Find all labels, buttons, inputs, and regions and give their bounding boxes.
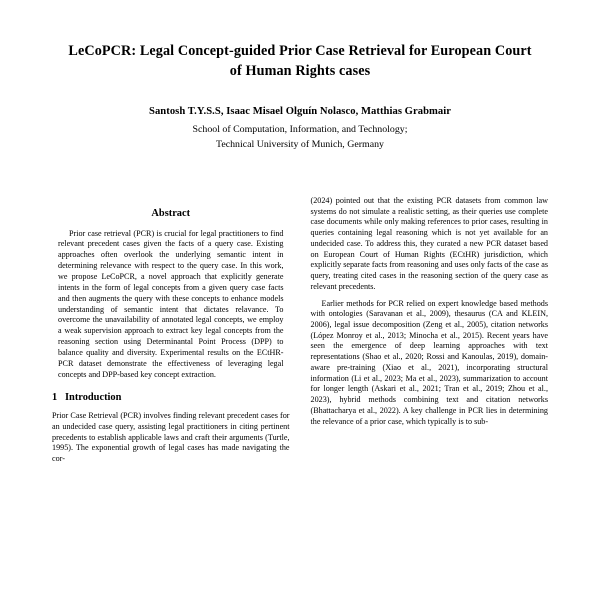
introduction-title: Introduction	[65, 392, 122, 404]
right-paragraph-2: Earlier methods for PCR relied on expert knowledge based methods with ontologies (Saravanan et al., 2009), thesaurus (CA and KLEIN, 2006), legal issue decomposition (Zeng et al., 2005), citation networks (López Monroy et al., 2013; Minocha et al., 2015). Recent years have seen the emergence of deep learning approaches with text representations (Shao et al., 2020; Rossi and Kanoulas, 2019), domain-aware pre-training (Xiao et al., 2021), incorporating structural information (Li et al., 2023; Ma et al., 2023), summarization to account for longer length (Askari et al., 2021; Tran et al., 2019; Zhou et al., 2023), hybrid methods combining text and citation networks (Bhattacharya et al., 2022). A key challenge in PCR lies in determining the relevance of a prior case, which typically is to sub-	[310, 298, 548, 426]
right-column	[311, 196, 549, 465]
page-title: LeCoPCR: Legal Concept-guided Prior Case Retrieval for European Court of Human Rights cases	[68, 43, 532, 79]
affiliation-line-2: Technical University of Munich, Germany	[216, 138, 384, 150]
affiliation	[52, 123, 548, 152]
introduction-number: 1	[52, 392, 58, 404]
abstract-heading: Abstract	[151, 207, 191, 219]
introduction-heading	[52, 391, 290, 405]
author-list: Santosh T.Y.S.S, Isaac Misael Olguín Nolasco, Matthias Grabmair	[149, 106, 451, 118]
body-columns	[52, 196, 548, 465]
abstract-paragraph: Prior case retrieval (PCR) is crucial for legal practitioners to find relevant precedent cases given the facts of a query case. Existing approaches often overlook the underlying semantic intent in determining relevance with respect to the query case. In this work, we propose LeCoPCR, a novel approach that explicitly generate intents in the form of legal concepts from a given query case facts and then augments the query with these concepts to enhance models understanding of semantic intent that dictates relavance. To overcome the unavailability of annotated legal concepts, we employ a weak supervision approach to extract key legal concepts from the reasoning section using Determinantal Point Process (DPP) to balance quality and diversity. Experimental results on the ECtHR-PCR dataset demonstrate the effectiveness of leveraging legal concepts and DPP-based key concept extraction.	[58, 228, 284, 379]
introduction-paragraph-1: Prior Case Retrieval (PCR) involves finding relevant precedent cases for an undecided case query, assisting legal practitioners in citing pertinent precedents to establish applicable laws and craft their arguments (Turtle, 1995). The exponential growth of legal cases has made navigating the cor-	[52, 411, 290, 464]
abstract-body	[52, 229, 290, 381]
right-paragraph-1: (2024) pointed out that the existing PCR datasets from common law systems do not simulate a realistic setting, as their queries use complete case documents while only making references to prior cases, resulting in queries containing legal reasoning which is not yet available for an undecided case. To address this, they curated a new PCR dataset based on European Court of Human Rights (ECtHR) jurisdiction, which explicitly separate facts from reasoning and uses only facts of the case as query, treating cited cases in the reasoning section of the query case as relevant precedents.	[310, 195, 548, 291]
left-column	[52, 196, 290, 465]
affiliation-line-1: School of Computation, Information, and Technology;	[192, 124, 408, 136]
